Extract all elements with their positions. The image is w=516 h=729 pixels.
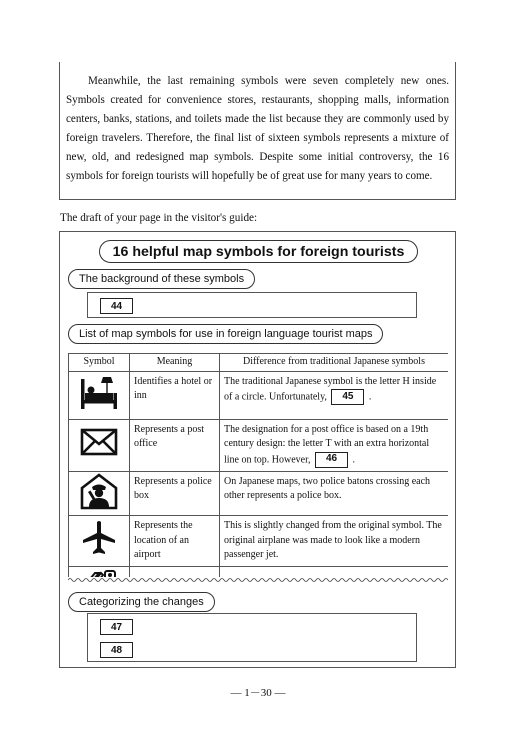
symbol-cell (69, 516, 130, 567)
answer-blank-48[interactable]: 48 (100, 642, 133, 658)
symbol-cell (69, 471, 130, 516)
difference-cell (220, 371, 449, 419)
answer-blank-45[interactable]: 45 (331, 389, 364, 405)
police-officer-icon (79, 472, 119, 510)
header-meaning: Meaning (130, 354, 220, 372)
table-row (69, 419, 449, 471)
meaning-cell: Represents the location of an airport (130, 516, 220, 567)
draft-intro: The draft of your page in the visitor's guide: (60, 212, 258, 224)
table-cut-line (68, 577, 448, 585)
passage-box (59, 62, 456, 200)
symbol-table (68, 353, 448, 580)
symbol-cell (69, 371, 130, 419)
difference-text: The designation for a post office is based on a 19th century design: the letter T with an extra horizontal line on top. However, (224, 423, 430, 465)
envelope-icon (80, 428, 118, 456)
difference-cell (220, 419, 449, 471)
symbol-cell (69, 419, 130, 471)
table-row (69, 371, 449, 419)
table-row (69, 516, 449, 567)
section-heading-categorizing: Categorizing the changes (68, 592, 215, 612)
hotel-bed-icon (79, 373, 119, 411)
categorizing-answer-box (87, 613, 417, 662)
answer-blank-46[interactable]: 46 (315, 452, 348, 468)
difference-text: The traditional Japanese symbol is the letter H inside of a circle. Unfortunately, (224, 375, 437, 403)
meaning-cell: Represents a post office (130, 419, 220, 471)
section-heading-background: The background of these symbols (68, 269, 255, 289)
difference-text-end: . (352, 453, 356, 465)
table-header-row (69, 354, 449, 372)
section-heading-symbol-list: List of map symbols for use in foreign language tourist maps (68, 324, 383, 344)
background-answer-box (87, 292, 417, 318)
difference-cell: This is slightly changed from the original symbol. The original airplane was made to look like a modern passenger jet. (220, 516, 449, 567)
meaning-cell: Identifies a hotel or inn (130, 371, 220, 419)
draft-page (59, 231, 456, 668)
answer-blank-44[interactable]: 44 (100, 298, 133, 314)
difference-cell: On Japanese maps, two police batons crossing each other represents a police box. (220, 471, 449, 516)
meaning-cell: Represents a police box (130, 471, 220, 516)
difference-text-end: . (368, 391, 372, 403)
header-difference: Difference from traditional Japanese symbols (220, 354, 449, 372)
airplane-icon (81, 520, 117, 556)
answer-blank-47[interactable]: 47 (100, 619, 133, 635)
table-row (69, 471, 449, 516)
header-symbol: Symbol (69, 354, 130, 372)
draft-title: 16 helpful map symbols for foreign tourists (99, 240, 418, 263)
page-number: — 1－30 — (230, 687, 286, 699)
passage-text: Meanwhile, the last remaining symbols were seven completely new ones. Symbols created for convenience stores, restaurants, shopping malls, information centers, banks, stations, and toilets made the list because they are commonly used by foreign travelers. Therefore, the final list of sixteen symbols represents a mixture of new, old, and redesigned map symbols. Despite some initial controversy, the 16 symbols for foreign tourists will hopefully be of great use for many years to come. (66, 75, 449, 182)
